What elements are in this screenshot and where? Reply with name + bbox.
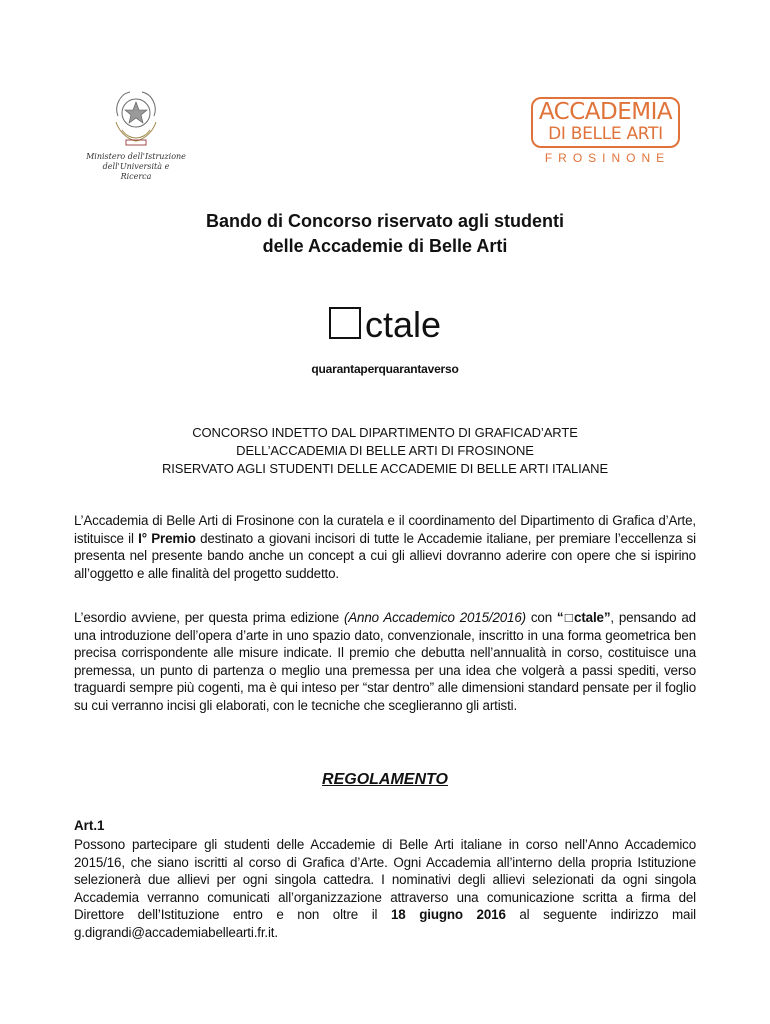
organizer-line3: RISERVATO AGLI STUDENTI DELLE ACCADEMIE DI BELLE ARTI ITALIANE — [161, 461, 609, 476]
concept-paragraph — [74, 609, 696, 715]
title-line2: delle Accademie di Belle Arti — [262, 236, 508, 256]
art1-text-end: al seguente indirizzo mail g.digrandi@accademiabellearti.fr.it. — [74, 907, 697, 940]
italian-republic-emblem-icon — [108, 86, 164, 148]
concept-text-end: , pensando ad una introduzione dell’opera d’arte in uno spazio dato, convenzionale, inscritto in una forma geometrica ben precisa corrispondente alle misure indicate. Il premio che debutta nell’annualità in corso, costituisce una premessa, un punto di partenza o meglio una premessa per una idea che volgerà a passi spediti, verso traguardi sempre più cogenti, ma è qui inteso per “star dentro” alle dimensioni standard pensate per il foglio su cui verranno incisi gli elaborati, con le tecniche che sceglieranno gli artisti. — [74, 610, 696, 713]
ministry-header — [86, 86, 186, 182]
contest-name-text: ctale — [364, 304, 442, 345]
intro-text-end: destinato a giovani incisori di tutte le Accademie italiane, per premiare l’eccellenza si presenta nel presente bando anche un concept a cui gli allievi dovranno aderire con opere che si ispirino all’oggetto e alle finalità del progetto suddetto. — [74, 530, 697, 581]
accademia-logo — [531, 97, 680, 165]
concept-text-year: (Anno Accademico 2015/2016) — [343, 610, 526, 625]
concept-text-start: L’esordio avviene, per questa prima edizione — [74, 610, 344, 625]
intro-text-prize: I° Premio — [138, 530, 196, 546]
organizer-block — [0, 424, 770, 478]
intro-paragraph — [74, 512, 696, 582]
square-glyph-icon — [329, 307, 361, 339]
logo-text-frosinone: FROSINONE — [544, 151, 671, 165]
ministry-name-line1: Ministero dell'Istruzione — [86, 152, 186, 161]
intro-text-start: L’Accademia di Belle Arti di Frosinone con la curatela e il coordinamento del Dipartimento di Grafica d’Arte, istituisce il — [74, 513, 696, 546]
concept-text-mid: con — [525, 610, 557, 625]
contest-name — [0, 303, 770, 347]
logo-text-belle-arti: DI BELLE ARTI — [548, 124, 663, 144]
title-line1: Bando di Concorso riservato agli studenti — [205, 211, 565, 231]
regolamento-heading: REGOLAMENTO — [322, 771, 448, 788]
art1-text-deadline: 18 giugno 2016 — [391, 907, 506, 923]
ministry-name-line2: dell'Università e Ricerca — [102, 162, 170, 181]
document-title — [0, 209, 770, 259]
organizer-line1: CONCORSO INDETTO DAL DIPARTIMENTO DI GRAFICAD’ARTE — [192, 425, 578, 440]
contest-tagline: quarantaperquarantaverso — [311, 362, 459, 376]
organizer-line2: DELL’ACCADEMIA DI BELLE ARTI DI FROSINONE — [236, 443, 534, 458]
art1-heading: Art.1 — [74, 818, 105, 833]
art1-paragraph — [74, 836, 696, 942]
logo-text-accademia: ACCADEMIA — [538, 99, 673, 125]
concept-text-name: “□ctale” — [556, 610, 611, 625]
art1-text-start: Possono partecipare gli studenti delle Accademie di Belle Arti italiane in corso nell’Anno Accademico 2015/16, che siano iscritti al corso di Grafica d’Arte. Ogni Accademia all’interno della propria Istituzione selezionerà due allievi per ogni singola cattedra. I nominativi degli allievi selezionati da ogni singola Accademia verranno comunicati all’organizzazione attraverso una comunicazione scritta a firma del Direttore dell’Istituzione entro e non oltre il — [74, 837, 696, 923]
